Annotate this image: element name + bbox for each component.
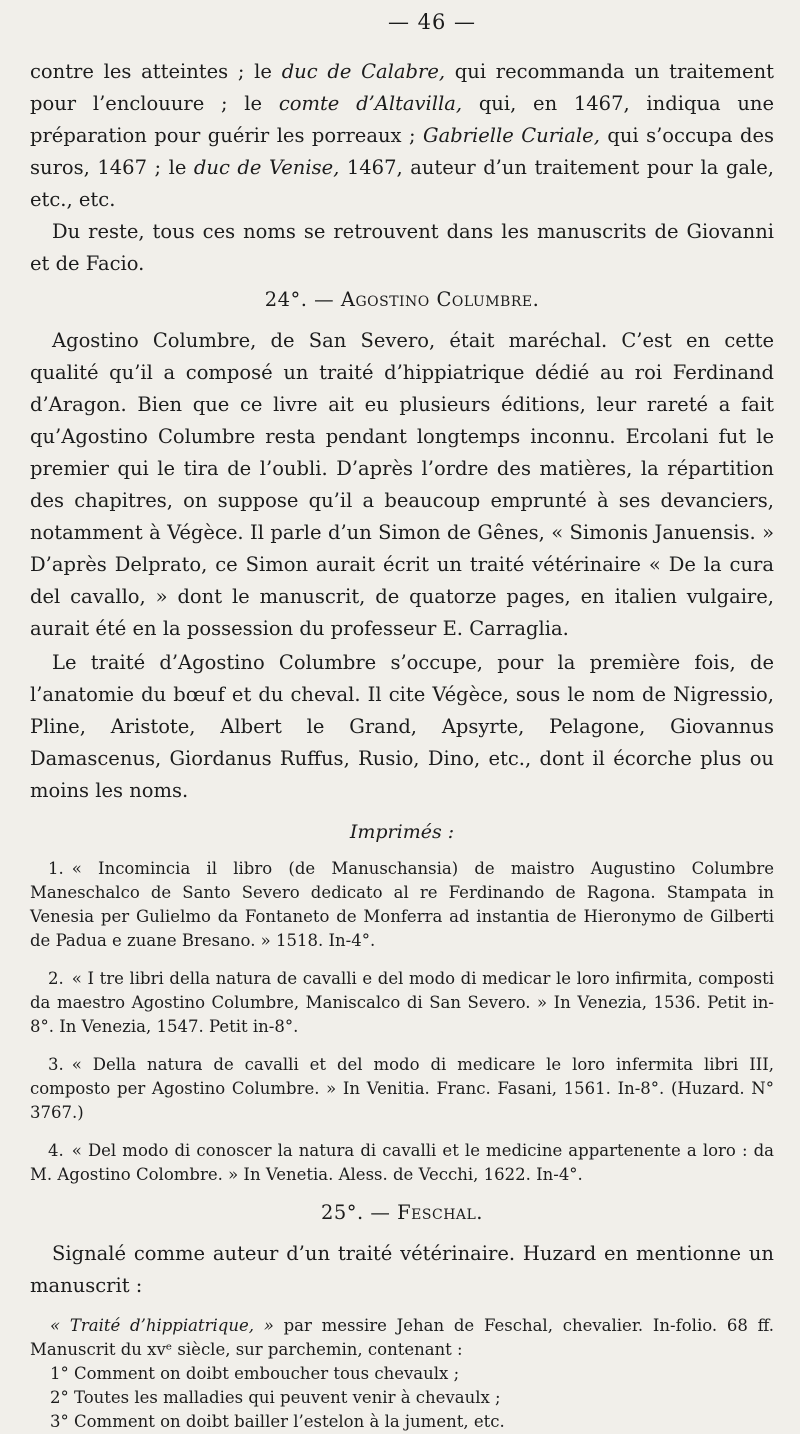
contents-item: 3° Comment on doibt bailler l’estelon à la jument, etc. — [50, 1412, 505, 1431]
section-title-25: Feschal. — [397, 1201, 484, 1224]
section-25-paragraph-1: Signalé comme auteur d’un traité vétérinaire. Huzard en mentionne un manuscrit : — [30, 1242, 774, 1297]
entry-text: « I tre libri della natura de cavalli e del modo di medicar le loro infirmita, composti da maestro Agostino Columbre, Maniscalco di San Severo. » In Venezia, 1536. Petit in-8°. In Venezia, 1547. Petit in-8°. — [30, 969, 774, 1036]
manuscript-details: par messire Jehan de Feschal, chevalier. In-folio. 68 ff. Manuscrit du xvᵉ siècle, sur parchemin, contenant : — [30, 1316, 774, 1359]
name-duc-de-venise: duc de Venise, — [193, 156, 340, 179]
list-item — [30, 857, 774, 953]
intro-text-4: qui s’occupa des suros, 1467 ; le — [30, 124, 775, 179]
intro-text-1: contre les atteintes ; le — [30, 60, 282, 83]
entry-number: 3. — [48, 1055, 64, 1074]
intro-paragraph — [30, 56, 774, 216]
section-number-24: 24°. — — [264, 288, 341, 311]
section-24-paragraph-2: Le traité d’Agostino Columbre s’occupe, pour la première fois, de l’anatomie du bœuf et du cheval. Il cite Végèce, sous le nom de Nigressio, Pline, Aristote, Albert le Grand, Apsyrte, Pelagone, Giovannus Damascenus, Giordanus Ruffus, Rusio, Dino, etc., dont il écorche plus ou moins les noms. — [30, 651, 774, 802]
intro-text-3: qui, en 1467, indiqua une préparation pour guérir les porreaux ; — [30, 92, 775, 147]
main-text — [30, 56, 774, 807]
intro-text-2: qui recommanda un traitement pour l’enclouure ; le — [30, 60, 774, 115]
entry-number: 1. — [48, 859, 64, 878]
intro-paragraph-2: Du reste, tous ces noms se retrouvent dans les manuscrits de Giovanni et de Facio. — [30, 220, 774, 275]
section-heading-25 — [30, 1201, 774, 1224]
page-number: — 46 — — [387, 10, 477, 34]
list-item — [30, 967, 774, 1039]
name-duc-de-calabre: duc de Calabre, — [281, 60, 446, 83]
name-comte-altavilla: comte d’Altavilla, — [278, 92, 463, 115]
list-item — [30, 1053, 774, 1125]
entry-text: « Del modo di conoscer la natura di cavalli et le medicine appartenente a loro : da M. Agostino Colombre. » In Venetia. Aless. de Vecchi, 1622. In-4°. — [30, 1141, 774, 1184]
entry-number: 2. — [48, 969, 64, 988]
entry-text: « Della natura de cavalli et del modo di medicare le loro infermita libri III, composto per Agostino Columbre. » In Venitia. Franc. Fasani, 1561. In-8°. (Huzard. N° 3767.) — [30, 1055, 774, 1122]
section-25 — [30, 1201, 774, 1302]
contents-item: 1° Comment on doibt emboucher tous chevaulx ; — [50, 1364, 460, 1383]
name-gabrielle-curiale: Gabrielle Curiale, — [423, 124, 600, 147]
list-item — [30, 1139, 774, 1187]
manuscript-description — [30, 1314, 774, 1434]
printed-editions-heading: Imprimés : — [349, 821, 455, 843]
section-title-24: Agostino Columbre. — [340, 288, 540, 311]
manuscript-title: « Traité d’hippiatrique, » — [50, 1316, 274, 1335]
manuscript-entry — [30, 1314, 774, 1362]
intro-text-5: 1467, auteur d’un traitement pour la gale, etc., etc. — [30, 156, 774, 211]
entry-number: 4. — [48, 1141, 64, 1160]
section-heading-24 — [30, 288, 774, 311]
contents-item: 2° Toutes les malladies qui peuvent venir à chevaulx ; — [50, 1388, 501, 1407]
editions-list — [30, 857, 774, 1187]
section-number-25: 25°. — — [320, 1201, 398, 1224]
section-24-paragraph-1: Agostino Columbre, de San Severo, était maréchal. C’est en cette qualité qu’il a composé un traité d’hippiatrique dédié au roi Ferdinand d’Aragon. Bien que ce livre ait eu plusieurs éditions, leur rareté a fait qu’Agostino Columbre resta pendant longtemps inconnu. Ercolani fut le premier qui le tira de l’oubli. D’après l’ordre des matières, la répartition des chapitres, on suppose qu’il a beaucoup emprunté à ses devanciers, notamment à Végèce. Il parle d’un Simon de Gênes, « Simonis Januensis. » D’après Delprato, ce Simon aurait écrit un traité vétérinaire « De la cura del cavallo, » dont le manuscrit, de quatorze pages, en italien vulgaire, aurait été en la possession du professeur E. Carraglia. — [30, 329, 774, 640]
entry-text: « Incomincia il libro (de Manuschansia) de maistro Augustino Columbre Maneschalco de Santo Severo dedicato al re Ferdinando de Ragona. Stampata in Venesia per Gulielmo da Fontaneto de Monferra ad instantia de Hieronymo de Gilberti de Padua e zuane Bresano. » 1518. In-4°. — [30, 859, 774, 950]
